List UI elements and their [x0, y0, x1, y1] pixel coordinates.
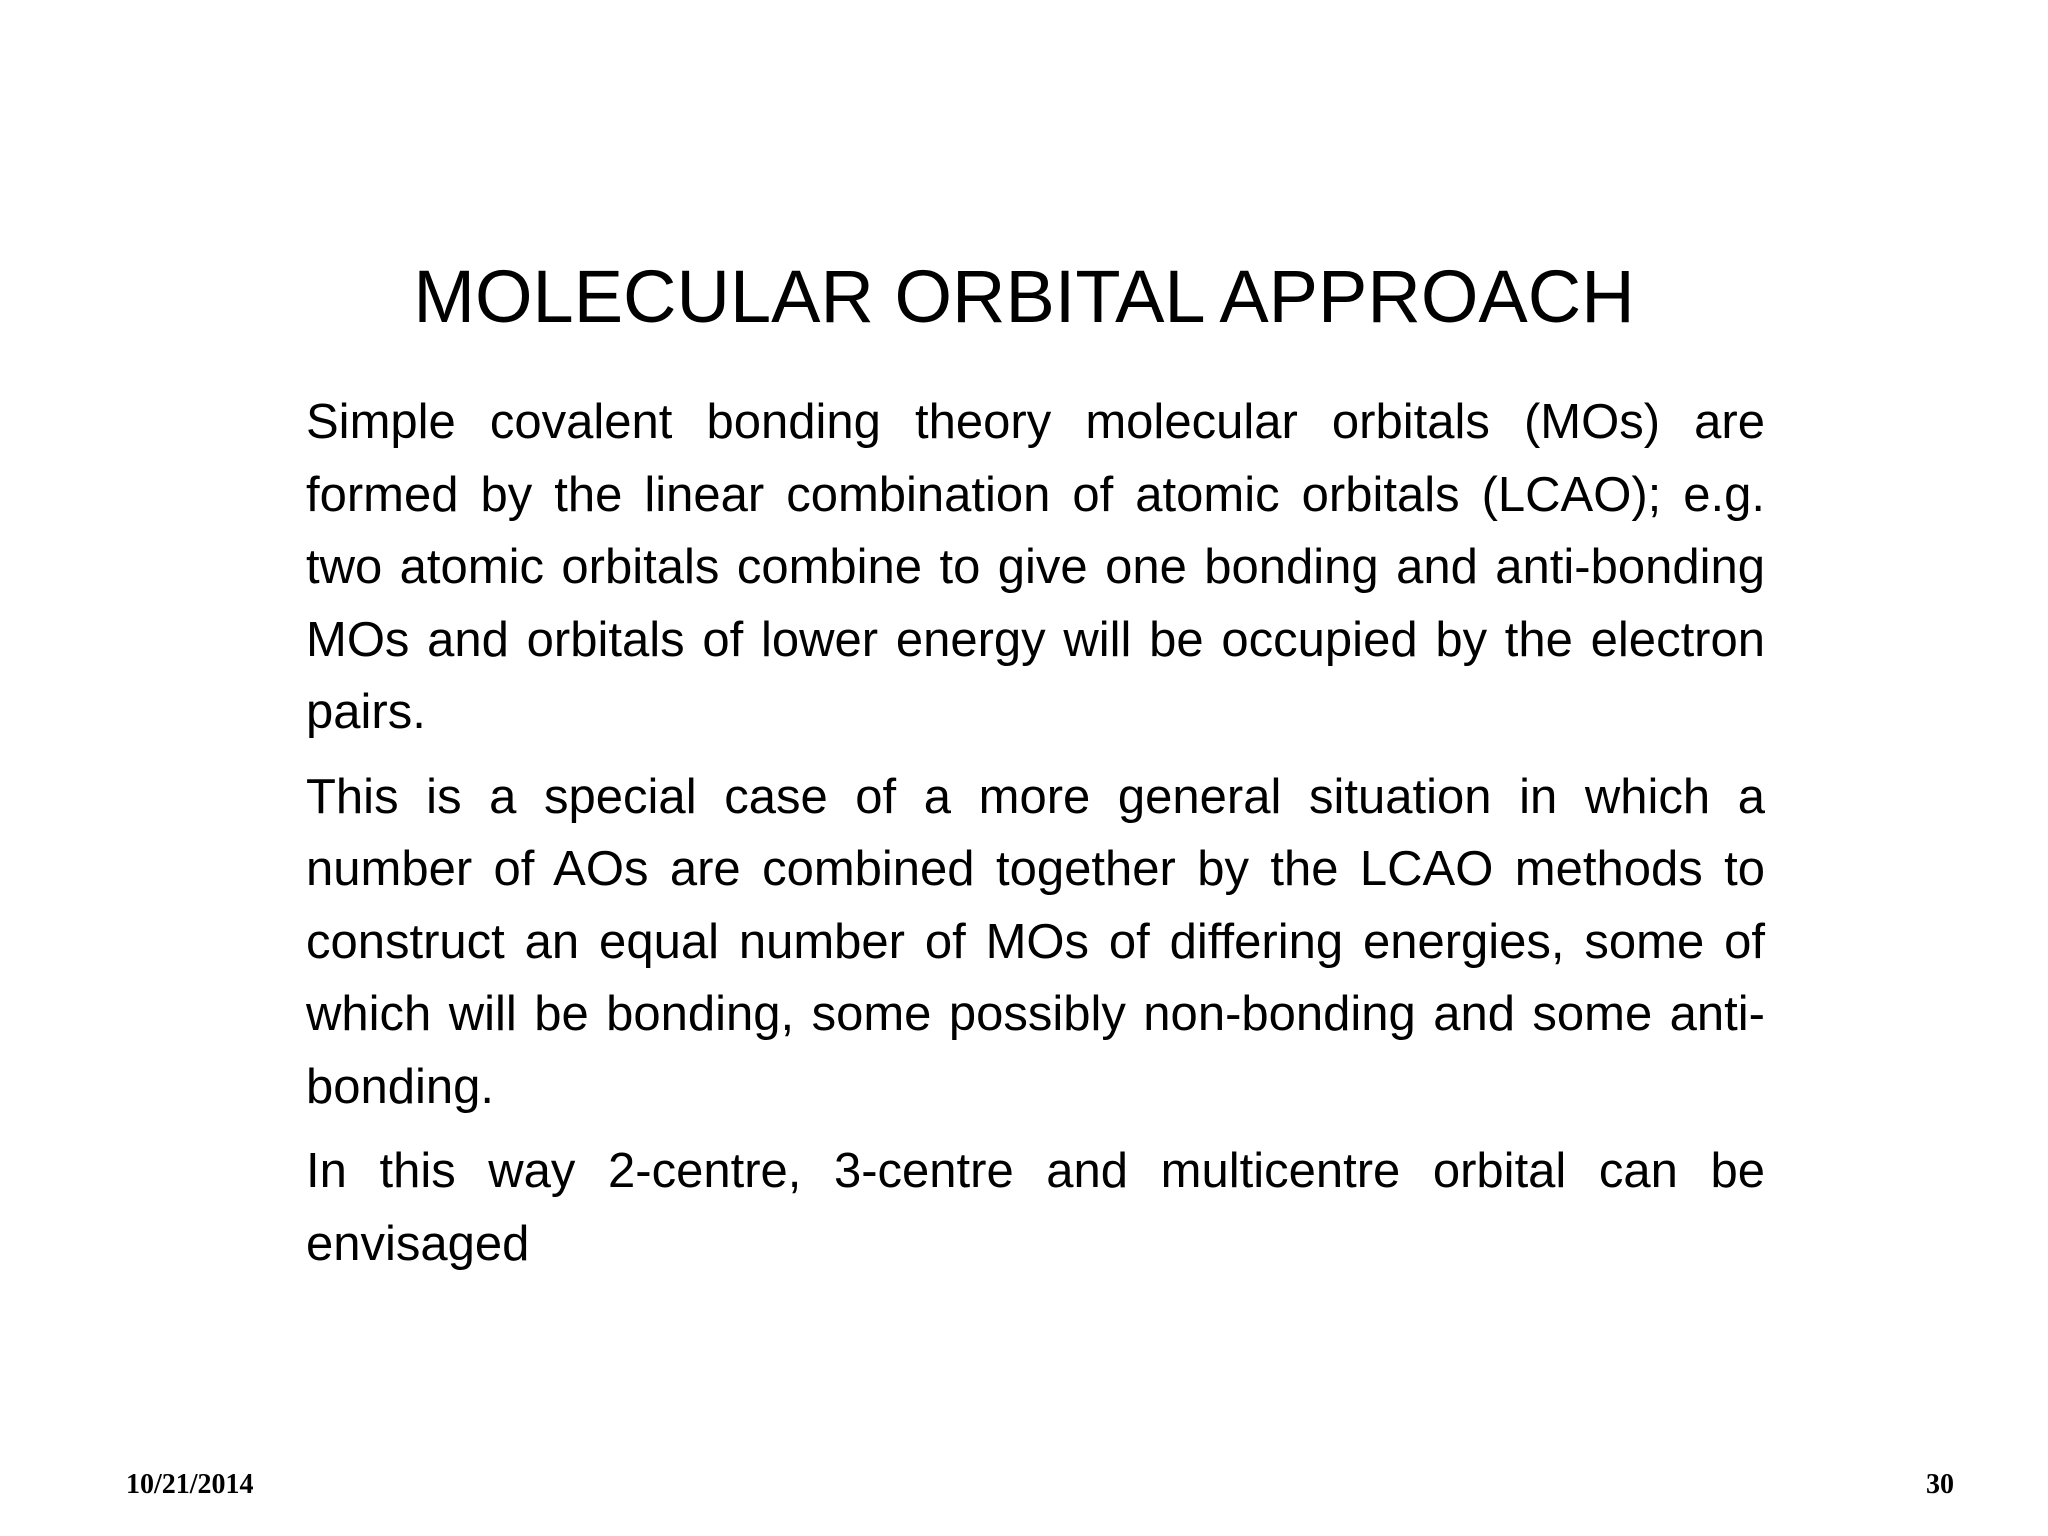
footer-page-number: 30 — [1926, 1469, 1954, 1500]
body-paragraph-3: In this way 2-centre, 3-centre and multicentre orbital can be envisaged — [306, 1144, 1765, 1271]
footer-date: 10/21/2014 — [126, 1469, 254, 1500]
slide-title: MOLECULAR ORBITAL APPROACH — [413, 255, 1635, 338]
body-paragraph-1: Simple covalent bonding theory molecular orbitals (MOs) are formed by the linear combination of atomic orbitals (LCAO); e.g. two atomic orbitals combine to give one bonding and anti-bonding MOs and orbitals of lower energy will be occupied by the electron pairs. — [306, 395, 1765, 739]
slide-body — [306, 386, 1765, 1292]
body-paragraph-2: This is a special case of a more general situation in which a number of AOs are combined together by the LCAO methods to construct an equal number of MOs of differing energies, some of which will be bonding, some possibly non-bonding and some anti-bonding. — [306, 769, 1765, 1114]
